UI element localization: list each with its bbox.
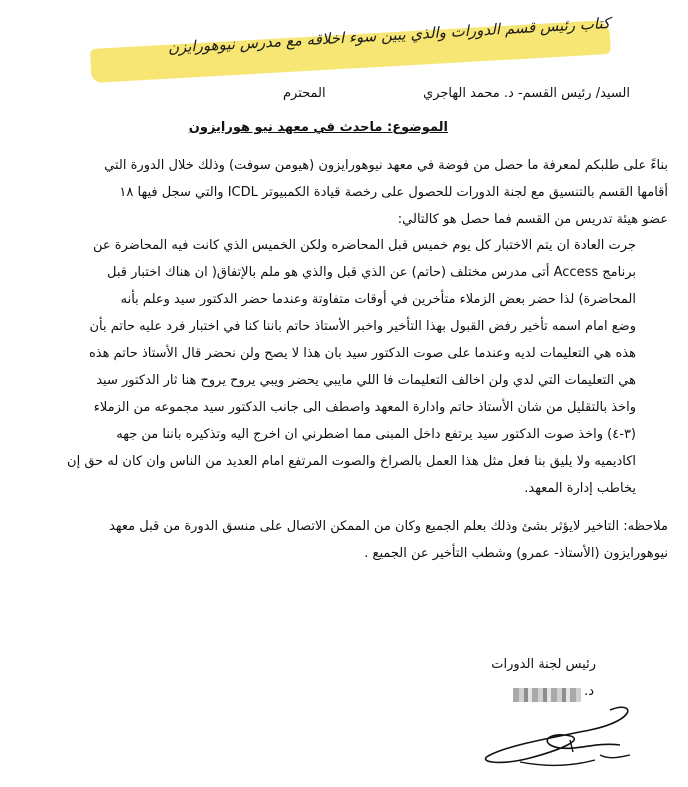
- text-line: جرت العادة ان يتم الاختبار كل يوم خميس قبل المحاضره ولكن الخميس الذي كانت فيه المحاضرة عن: [93, 238, 636, 253]
- text-line: هذه هي التعليمات لديه وعندما على صوت الدكتور سيد بان هذا لا يصح ولن نحضر قال الأستاذ حاتم هذه: [88, 346, 636, 361]
- text-line: أقامها القسم بالتنسيق مع لجنة الدورات للحصول على رخصة قيادة الكمبيوتر ICDL والتي سجل فيها ١٨: [119, 185, 668, 200]
- text-line: وضع امام اسمه تأخير رفض القبول بهذا التأخير واخبر الأستاذ حاتم باننا كنا في اختبار فرد عليه حاتم بأن: [89, 319, 636, 334]
- paragraph-incident: [67, 232, 636, 502]
- text-line: اكاديميه ولا يليق بنا فعل مثل هذا العمل بالصراخ والصوت المرتفع امام العديد من الناس وان كان له حق إن: [67, 454, 636, 469]
- signature-image: [470, 700, 640, 770]
- addressee-line: السيد/ رئيس القسم- د. محمد الهاجري: [423, 86, 630, 101]
- text-line: بناءً على طلبكم لمعرفة ما حصل من فوضة في معهد نيوهورايزون (هيومن سوفت) وذلك خلال الدورة التي: [104, 158, 668, 173]
- text-line: عضو هيئة تدريس من القسم فما حصل هو كالتالي:: [397, 212, 668, 227]
- paragraph-note: [78, 513, 668, 567]
- text-line: برنامج Access أتى مدرس مختلف (حاتم) عن الذي قبل والذي هو ملم بالإتفاق( ان هناك اختبار قبل: [107, 265, 636, 280]
- subject-line: الموضوع: ماحدث في معهد نيو هورايزون: [188, 120, 448, 135]
- text-line: واخذ بالتقليل من شان الأستاذ حاتم وادارة المعهد واصطف الى جانب الدكتور سيد مجموعه من الزملاء: [93, 400, 636, 415]
- text-line: يخاطب إدارة المعهد.: [524, 481, 636, 496]
- text-line: ملاحظه: التاخير لايؤثر بشئ وذلك بعلم الجميع وكان من الممكن الاتصال على منسق الدورة من قبل معهد: [109, 519, 668, 534]
- handwritten-annotation: [20, 4, 660, 74]
- text-line: هي التعليمات التي لدي ولن اخالف التعليمات فا اللي مايبي يحضر ويبي يروح يروح هنا ثار الدكتور سيد: [96, 373, 636, 388]
- signatory-name-prefix: د.: [584, 684, 594, 699]
- handwritten-note-text: كتاب رئيس قسم الدورات والذي يبين سوء اخلاقه مع مدرس نيوهورايزن: [167, 14, 611, 57]
- signature-stroke: [486, 707, 628, 762]
- text-line: (٣-٤) واخذ صوت الدكتور سيد يرتفع داخل المبنى مما اضطرني ان اخرج اليه وتذكيره باننا من جهه: [116, 427, 636, 442]
- respected-salutation: المحترم: [283, 86, 326, 101]
- text-line: نيوهورايزون (الأستاذ- عمرو) وشطب التأخير عن الجميع .: [364, 546, 668, 561]
- paragraph-intro: [104, 152, 668, 233]
- text-line: المحاضرة) لذا حضر بعض الزملاء متأخرين في أوقات متفاوتة وعندما حضر الدكتور سيد وعلم بأنه: [120, 292, 636, 307]
- signatory-title: رئيس لجنة الدورات: [491, 657, 596, 672]
